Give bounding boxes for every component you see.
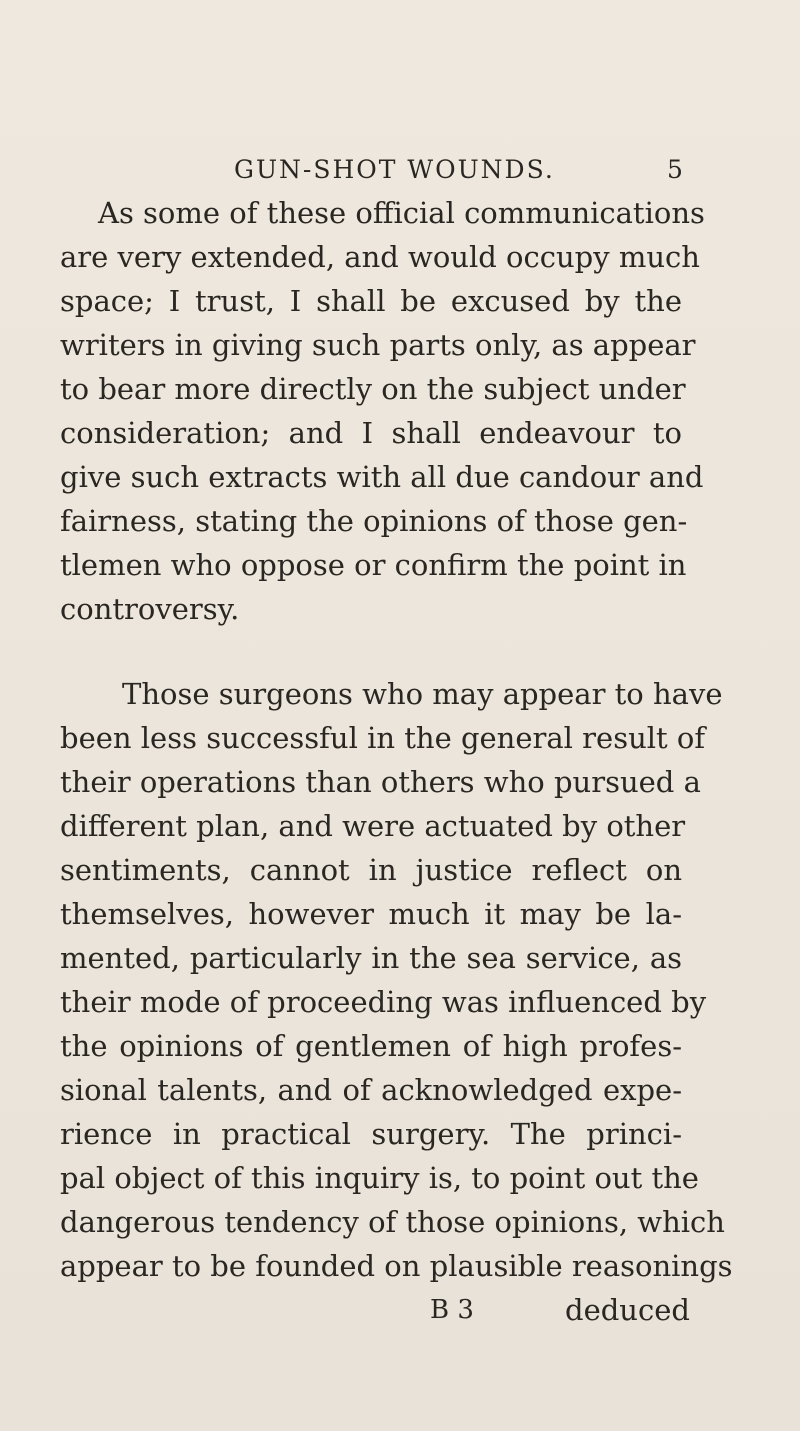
page-number: 5 bbox=[667, 155, 683, 184]
text-line: the opinions of gentlemen of high profes- bbox=[60, 1029, 682, 1063]
catchword: deduced bbox=[565, 1293, 690, 1327]
text-line: their operations than others who pursued a bbox=[60, 765, 701, 799]
text-line: writers in giving such parts only, as appear bbox=[60, 328, 696, 362]
page-footer bbox=[0, 1288, 800, 1332]
text-line: space; I trust, I shall be excused by the bbox=[60, 284, 682, 318]
text-line: Those surgeons who may appear to have bbox=[122, 677, 723, 711]
signature-mark: B 3 bbox=[430, 1295, 474, 1325]
text-line: their mode of proceeding was influenced by bbox=[60, 985, 707, 1019]
text-line: fairness, stating the opinions of those gen- bbox=[60, 504, 688, 538]
text-line: controversy. bbox=[60, 592, 240, 626]
page-header bbox=[0, 150, 800, 190]
text-line: different plan, and were actuated by other bbox=[60, 809, 686, 843]
text-line: appear to be founded on plausible reasonings bbox=[60, 1249, 733, 1283]
text-line: give such extracts with all due candour and bbox=[60, 460, 704, 494]
text-line: are very extended, and would occupy much bbox=[60, 240, 700, 274]
text-line: pal object of this inquiry is, to point out the bbox=[60, 1161, 699, 1195]
text-line: sentiments, cannot in justice reflect on bbox=[60, 853, 682, 887]
text-line: consideration; and I shall endeavour to bbox=[60, 416, 682, 450]
text-line: sional talents, and of acknowledged expe- bbox=[60, 1073, 682, 1107]
text-line: to bear more directly on the subject under bbox=[60, 372, 686, 406]
text-line: dangerous tendency of those opinions, which bbox=[60, 1205, 725, 1239]
running-head: GUN-SHOT WOUNDS. bbox=[234, 155, 555, 184]
text-line: rience in practical surgery. The princi- bbox=[60, 1117, 682, 1151]
text-line: tlemen who oppose or confirm the point in bbox=[60, 548, 687, 582]
text-line: themselves, however much it may be la- bbox=[60, 897, 682, 931]
text-line: As some of these official communications bbox=[98, 196, 705, 230]
text-line: mented, particularly in the sea service, as bbox=[60, 941, 682, 975]
text-line: been less successful in the general result of bbox=[60, 721, 706, 755]
